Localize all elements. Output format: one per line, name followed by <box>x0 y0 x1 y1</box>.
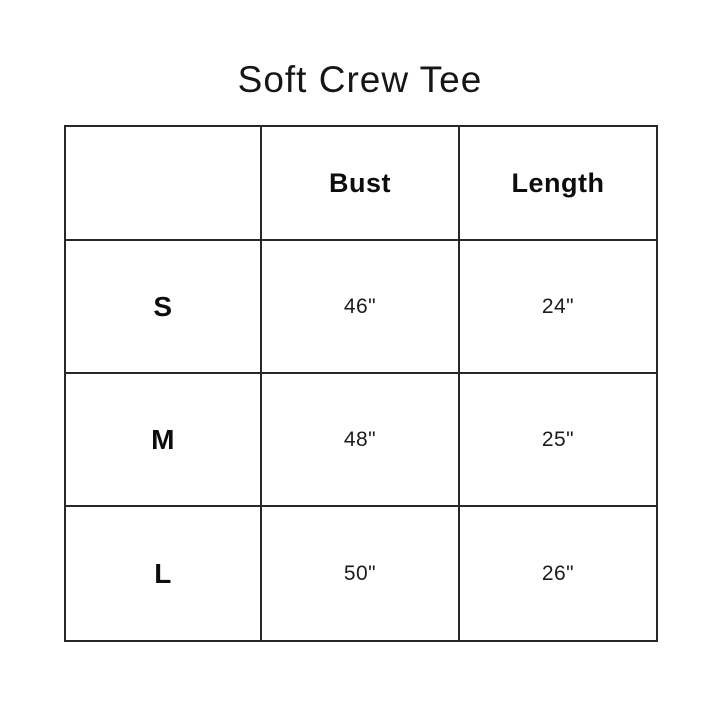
length-value-m: 25" <box>459 373 657 506</box>
table-row-large <box>65 506 657 641</box>
length-value-l: 26" <box>459 506 657 641</box>
chart-title: Soft Crew Tee <box>237 59 483 100</box>
header-row <box>65 126 657 240</box>
table-row-small <box>65 240 657 373</box>
table-row-medium <box>65 373 657 506</box>
size-cell-m: M <box>65 373 261 506</box>
length-value-s: 24" <box>459 240 657 373</box>
bust-value-l: 50" <box>261 506 459 641</box>
column-header-length: Length <box>459 126 657 240</box>
size-chart-table <box>64 125 658 642</box>
bust-value-s: 46" <box>261 240 459 373</box>
bust-value-m: 48" <box>261 373 459 506</box>
column-header-bust: Bust <box>261 126 459 240</box>
size-cell-s: S <box>65 240 261 373</box>
column-header-size-blank <box>65 126 261 240</box>
size-cell-l: L <box>65 506 261 641</box>
